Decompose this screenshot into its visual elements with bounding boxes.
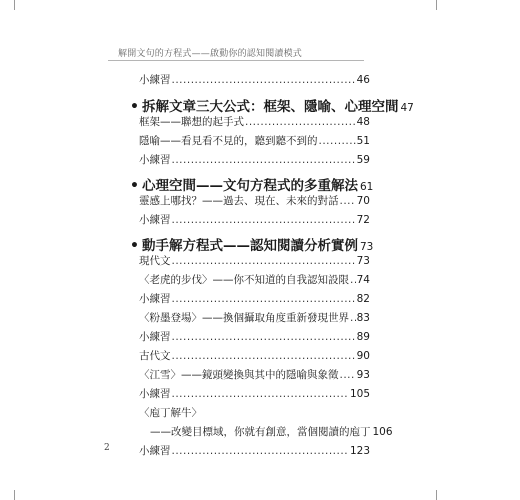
leader-dots	[172, 350, 356, 362]
toc-entry	[139, 386, 370, 401]
toc-entry-page: 72	[356, 214, 370, 226]
toc-entry-title: 靈感上哪找？——過去、現在、未來的對話	[139, 195, 339, 207]
toc-entry-title: 〈江雪〉——鏡頭變換與其中的隱喻與象徵	[139, 369, 339, 381]
leader-dots	[172, 255, 356, 267]
toc-entry-title: ——改變目標域，你就有創意，當個閱讀的庖丁	[150, 426, 371, 438]
toc-entry-title: 〈庖丁解牛〉	[139, 407, 202, 419]
leader-dots	[350, 312, 356, 324]
toc-entry	[139, 367, 370, 382]
toc-entry	[139, 133, 370, 148]
toc-section	[130, 234, 374, 254]
leader-dots	[172, 388, 349, 400]
toc-entry-title: 小練習	[139, 74, 171, 86]
toc-entry-title: 小練習	[139, 293, 171, 305]
toc-entry-page: 90	[356, 350, 370, 362]
header-rule	[108, 60, 364, 61]
toc-entry-title: 小練習	[139, 445, 171, 457]
toc-entry-page: 82	[356, 293, 370, 305]
crop-mark	[436, 0, 437, 10]
toc-entry-title: 隱喻——看見看不見的，聽到聽不到的	[139, 135, 318, 147]
toc-entry	[139, 72, 370, 87]
toc-entry-page: 123	[349, 445, 370, 457]
toc-entry-title: 小練習	[139, 388, 171, 400]
toc-section	[130, 174, 374, 194]
toc-entry	[139, 405, 370, 420]
toc-entry-page: 70	[356, 195, 370, 207]
leader-dots	[172, 154, 356, 166]
toc-entry	[139, 310, 370, 325]
toc-section-title: 心理空間——文句方程式的多重解法	[141, 178, 358, 194]
toc-entry	[150, 424, 393, 439]
toc-section-page: 73	[359, 241, 374, 253]
toc-entry-page: 105	[349, 388, 370, 400]
crop-mark	[14, 490, 15, 500]
crop-mark	[436, 490, 437, 500]
bullet-icon: •	[130, 178, 139, 194]
toc-section-page: 61	[359, 181, 374, 193]
toc-section-title: 拆解文章三大公式：框架、隱喻、心理空間	[141, 99, 399, 115]
toc-section-title: 動手解方程式——認知閱讀分析實例	[141, 238, 358, 254]
page-number: 2	[104, 443, 110, 453]
toc-entry	[139, 253, 370, 268]
toc-entry	[139, 212, 370, 227]
toc-entry	[139, 272, 370, 287]
toc-entry-page: 46	[356, 74, 370, 86]
leader-dots	[172, 214, 356, 226]
toc-entry-page: 93	[356, 369, 370, 381]
leader-dots	[172, 445, 349, 457]
toc-entry	[139, 291, 370, 306]
leader-dots	[172, 293, 356, 305]
toc-entry-title: 古代文	[139, 350, 171, 362]
leader-dots	[172, 331, 356, 343]
toc-entry	[139, 152, 370, 167]
toc-entry-title: 現代文	[139, 255, 171, 267]
toc-entry-title: 小練習	[139, 214, 171, 226]
toc-entry	[139, 193, 370, 208]
toc-entry-title: 框架——聯想的起手式	[139, 116, 244, 128]
leader-dots	[245, 116, 356, 128]
toc-entry	[139, 443, 370, 458]
toc-entry	[139, 114, 370, 129]
bullet-icon: •	[130, 238, 139, 254]
toc-entry	[139, 348, 370, 363]
toc-entry-page: 83	[356, 312, 370, 324]
leader-dots	[350, 274, 356, 286]
toc-entry-title: 小練習	[139, 331, 171, 343]
toc-entry	[139, 329, 370, 344]
leader-dots	[172, 74, 356, 86]
toc-entry-page: 48	[356, 116, 370, 128]
toc-entry-title: 〈粉墨登場〉——換個攝取角度重新發現世界	[139, 312, 349, 324]
bullet-icon: •	[130, 99, 139, 115]
toc-entry-page: 89	[356, 331, 370, 343]
toc-entry-page: 74	[356, 274, 370, 286]
toc-entry-page: 59	[356, 154, 370, 166]
toc-entry-page: 73	[356, 255, 370, 267]
toc-section	[130, 95, 414, 115]
toc-entry-title: 〈老虎的步伐〉——你不知道的自我認知設限	[139, 274, 349, 286]
leader-dots	[319, 135, 356, 147]
crop-mark	[14, 0, 15, 10]
toc-entry-page: 106	[372, 426, 393, 438]
toc-entry-title: 小練習	[139, 154, 171, 166]
toc-entry-page: 51	[356, 135, 370, 147]
leader-dots	[340, 369, 356, 381]
running-header: 解開文句的方程式——啟動你的認知閱讀模式	[118, 49, 303, 59]
toc-section-page: 47	[400, 102, 414, 114]
leader-dots	[340, 195, 356, 207]
